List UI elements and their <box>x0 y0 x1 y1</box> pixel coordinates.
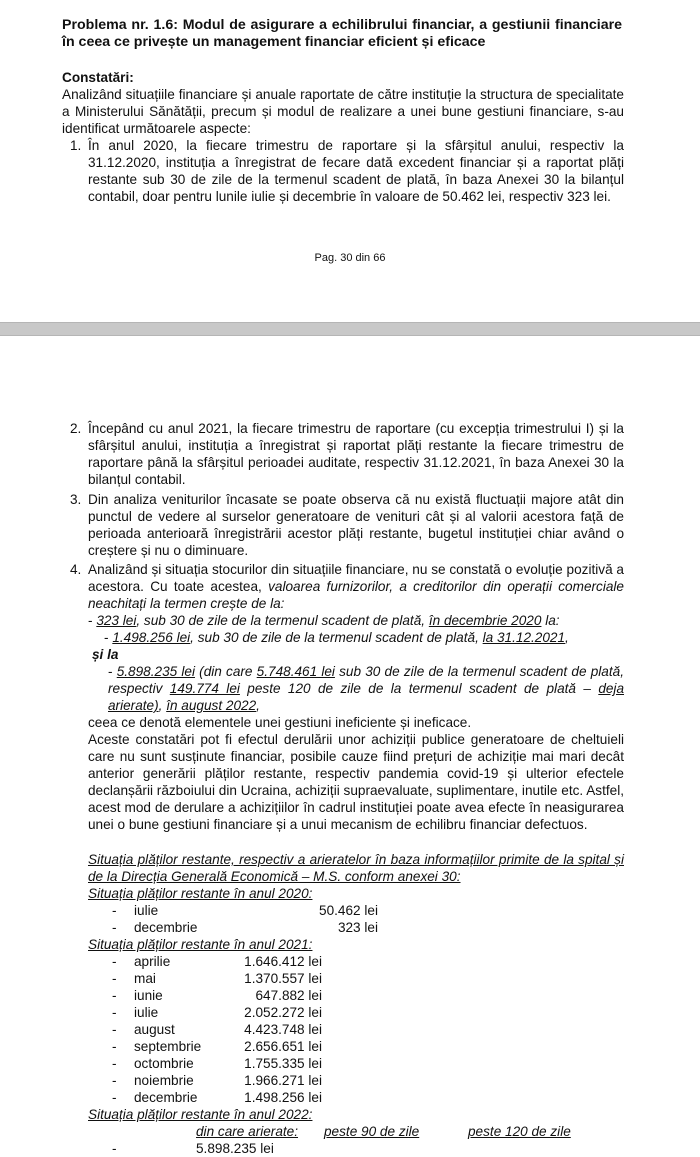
row-month: septembrie <box>134 1039 202 1054</box>
problem-title: Problema nr. 1.6: Modul de asigurare a echilibrului financiar, a gestiunii financiare în ceea ce privește un management financiar eficient și eficace <box>62 17 622 50</box>
conclusion-line: ceea ce denotă elementele unei gestiuni ineficiente și ineficace. <box>88 715 472 730</box>
intro-paragraph: Analizând situațiile financiare și anuale raportate de către instituție la structura de specialitate a Ministerului Sănătății, precum și modul de realizare a unei bune gestiuni financiare, s-au identificat următoarele aspecte: <box>62 87 624 136</box>
row-value: 1.646.412 lei <box>244 954 322 969</box>
page-31 <box>0 336 700 1156</box>
row-dash: - <box>112 903 117 918</box>
row-month: iulie <box>134 1005 159 1020</box>
list-item-2 <box>70 420 624 488</box>
row-dash: - <box>112 971 117 986</box>
list-text: Începând cu anul 2021, la fiecare trimestru de raportare (cu excepția trimestrului I) și la sfârșitul anului, instituția a înregistrat și raportat plăți restante la fiecare trimestru de raportare până la sfârșitul perioadei auditate, respectiv 31.12.2021, în baza Anexei 30 la bilanțul contabil. <box>88 421 624 487</box>
row-month: aprilie <box>134 954 171 969</box>
row-dash: - <box>112 988 117 1003</box>
row-value: 1.966.271 lei <box>244 1073 322 1088</box>
arrears-2021-title: Situația plăților restante în anul 2021: <box>88 937 313 952</box>
page-30 <box>0 0 700 322</box>
row-dash: - <box>112 954 117 969</box>
arrears-2020-title: Situația plăților restante în anul 2020: <box>88 886 313 901</box>
list-text-italic: valoarea furnizorilor, a creditorilor din operații comerciale neachitați la termen crește de la: <box>88 579 624 611</box>
arrears-row <box>112 1004 322 1021</box>
row-dash: - <box>112 1056 117 1071</box>
findings-heading: Constatări: <box>62 70 134 85</box>
row-month: decembrie <box>134 1090 198 1105</box>
row-value: 4.423.748 lei <box>244 1022 322 1037</box>
connector-si-la: și la <box>92 647 119 662</box>
arrears-2022-title: Situația plăților restante în anul 2022: <box>88 1107 313 1122</box>
arrears-2022-header: din care arierate: peste 90 de zile peste 120 de zile <box>196 1124 571 1139</box>
row-dash: - <box>112 1073 117 1088</box>
arrears-row <box>112 1072 322 1089</box>
row-month: iulie <box>134 903 159 918</box>
row-dash: - <box>112 1039 117 1054</box>
row-value: 1.498.256 lei <box>244 1090 322 1105</box>
arrears-row <box>112 1021 322 1038</box>
row-value: 2.052.272 lei <box>244 1005 322 1020</box>
list-text: Analizând și situația stocurilor din situațiile financiare, nu se constată o evoluție pozitivă a acestora. Cu toate acestea, <box>88 562 624 594</box>
arrears-row <box>112 919 378 936</box>
row-value: 1.755.335 lei <box>244 1056 322 1071</box>
row-dash: - <box>112 920 117 935</box>
dash-item-2: - 1.498.256 lei, sub 30 de zile de la termenul scadent de plată, la 31.12.2021, <box>104 630 569 645</box>
dash-item-3: - 5.898.235 lei (din care 5.748.461 lei sub 30 de zile de la termenul scadent de plată, respectiv 149.774 lei peste 120 de zile de la termenul scadent de plată – deja arierate), în august 2022, <box>108 664 625 713</box>
arrears-table-title: Situația plăților restante, respectiv a arieratelor în baza informațiilor primite de la spital și de la Direcția Generală Economică – M.S. conform anexei 30: <box>88 852 624 884</box>
conclusion-paragraph: Aceste constatări pot fi efectul derulării unor achiziții publice generatoare de cheltuieli care nu sunt susținute financiar, posibile cauze fiind prețuri de achiziție mai mari decât anterior generării plăților restante, respectiv pandemia covid-19 și ulterior efectele declanșării războiului din Ucraina, achiziții supraevaluate, suplimentare, inutile etc. Astfel, acest mod de derulare a achizițiilor în cadrul instituției poate avea efecte în neasigurarea unei o bune gestiuni financiare și a unui mecanism de echilibru financiar defectuos. <box>88 732 624 832</box>
page-number: Pag. 30 din 66 <box>314 252 386 264</box>
arrears-row <box>112 970 322 987</box>
row-month: august <box>134 1022 175 1037</box>
list-item-1 <box>70 137 624 205</box>
page-separator <box>0 322 700 336</box>
row-value: 323 lei <box>337 920 378 935</box>
list-item-4 <box>70 561 624 612</box>
row-month: decembrie <box>134 920 198 935</box>
row-value: 647.882 lei <box>255 988 322 1003</box>
row-value: 50.462 lei <box>319 903 378 918</box>
dash-item-1: - 323 lei, sub 30 de zile de la termenul scadent de plată, în decembrie 2020 la: <box>88 613 560 628</box>
arrears-2021-table <box>112 953 322 1106</box>
list-number: 4. <box>70 562 82 577</box>
arrears-2020-table <box>112 902 378 936</box>
row-month: iunie <box>134 988 163 1003</box>
row-value: 2.656.651 lei <box>244 1039 322 1054</box>
list-item-3 <box>70 491 624 559</box>
row-dash: - <box>112 1005 117 1020</box>
row-month: mai <box>134 971 156 986</box>
list-number: 1. <box>70 138 82 153</box>
arrears-row <box>112 1055 322 1072</box>
arrears-row <box>112 1089 322 1106</box>
list-text: În anul 2020, la fiecare trimestru de raportare și la sfârșitul anului, respectiv la 31.12.2020, instituția a înregistrat de fecare dată excedent financiar și a raportat plăți restante sub 30 de zile de la termenul scadent de plată, în baza Anexei 30 la bilanțul contabil, doar pentru lunile iulie și decembrie în valoare de 50.462 lei, respectiv 323 lei. <box>88 138 624 204</box>
list-number: 2. <box>70 421 82 436</box>
row-month: noiembrie <box>134 1073 194 1088</box>
arrears-row <box>112 953 322 970</box>
arrears-row <box>112 902 378 919</box>
list-text: Din analiza veniturilor încasate se poate observa că nu există fluctuații majore atât din punctul de vedere al surselor generatoare de venituri cât și al valorii acestora față de perioada anterioară înregistrării acestor plăți restante, bugetul instituției chiar având o creștere și nu o diminuare. <box>88 492 624 558</box>
list-number: 3. <box>70 492 82 507</box>
arrears-row <box>112 987 322 1004</box>
arrears-row <box>112 1038 322 1055</box>
row-dash: - <box>112 1090 117 1105</box>
row-month: octombrie <box>134 1056 194 1071</box>
arrears-2022-row-partial: - 5.898.235 lei <box>112 1141 274 1156</box>
row-dash: - <box>112 1022 117 1037</box>
row-value: 1.370.557 lei <box>244 971 322 986</box>
